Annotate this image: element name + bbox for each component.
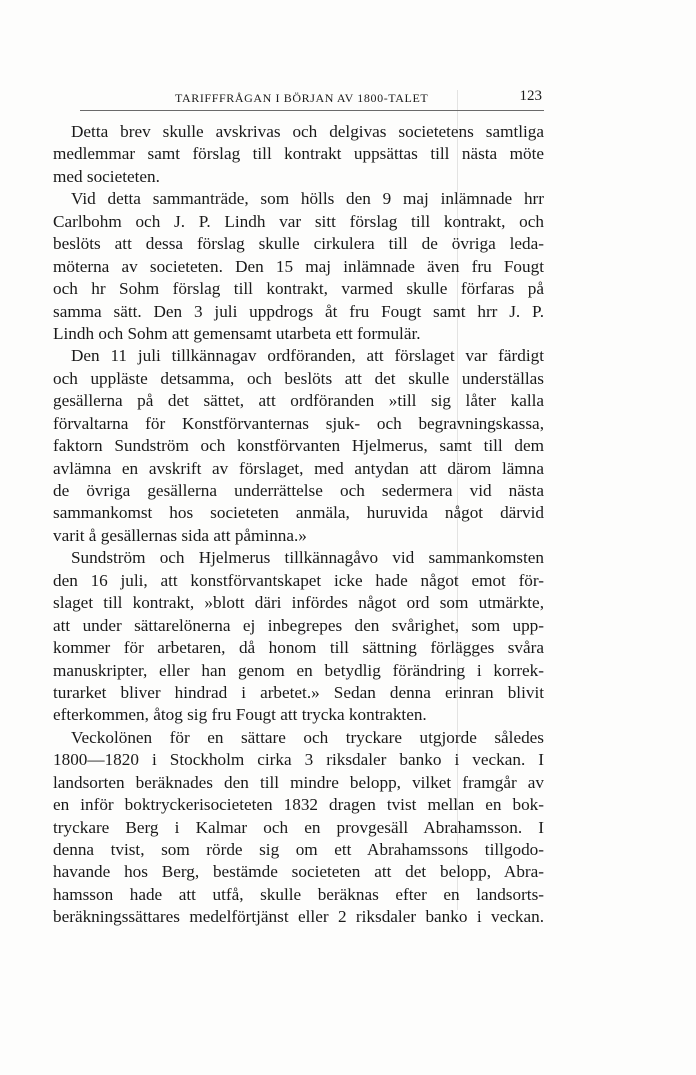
text-line: möterna av societeten. Den 15 maj inlämnade även fru Fougt bbox=[53, 256, 544, 276]
text-line: avlämna en avskrift av förslaget, med antydan att därom lämna bbox=[53, 458, 544, 478]
text-line: hamsson hade att utfå, skulle beräknas efter en landsorts- bbox=[53, 884, 544, 904]
text-line: den 16 juli, att konstförvantskapet icke hade något emot för- bbox=[53, 570, 544, 590]
text-line: beslöts att dessa förslag skulle cirkulera till de övriga leda- bbox=[53, 234, 544, 254]
text-line: 1800—1820 i Stockholm cirka 3 riksdaler banko i veckan. I bbox=[53, 750, 544, 770]
text-line: samma sätt. Den 3 juli uppdrogs åt fru Fougt samt hrr J. P. bbox=[53, 301, 544, 321]
text-line: Carlbohm och J. P. Lindh var sitt förslag till kontrakt, och bbox=[53, 211, 544, 231]
text-line: slaget till kontrakt, »blott däri infördes något ord som utmärkte, bbox=[53, 593, 544, 613]
text-line: denna tvist, som rörde sig om ett Abrahamssons tillgodo- bbox=[53, 840, 544, 859]
text-line: faktorn Sundström och konstförvanten Hjelmerus, samt till dem bbox=[53, 436, 544, 456]
text-line: Vid detta sammanträde, som hölls den 9 maj inlämnade hrr bbox=[71, 189, 544, 209]
text-line: och hr Sohm förslag till kontrakt, varmed skulle förfaras på bbox=[53, 279, 544, 299]
paragraph bbox=[53, 121, 544, 188]
text-line: tryckare Berg i Kalmar och en provgesäll Abrahamsson. I bbox=[53, 817, 544, 837]
text-line: och uppläste detsamma, och beslöts att det skulle underställas bbox=[53, 368, 544, 388]
text-line: en inför boktryckerisocieteten 1832 dragen tvist mellan en bok- bbox=[53, 795, 544, 815]
text-line: Den 11 juli tillkännagav ordföranden, att förslaget var färdigt bbox=[71, 346, 544, 366]
text-line: Detta brev skulle avskrivas och delgivas societetens samtliga bbox=[71, 122, 544, 141]
page-header bbox=[80, 88, 544, 111]
text-line: Sundström och Hjelmerus tillkännagåvo vid sammankomsten bbox=[71, 548, 544, 568]
text-line: turarket bliver hindrad i arbetet.» Sedan denna erinran blivit bbox=[53, 682, 544, 702]
text-line: medlemmar samt förslag till kontrakt uppsättas till nästa möte bbox=[53, 144, 544, 164]
text-line: manuskripter, eller han genom en betydlig förändring i korrek- bbox=[53, 660, 544, 680]
text-line: varit å gesällernas sida att påminna.» bbox=[53, 525, 307, 545]
text-line: sammankomst hos societeten anmäla, huruvida något därvid bbox=[53, 503, 544, 523]
paragraph bbox=[53, 727, 544, 929]
page-number: 123 bbox=[519, 88, 542, 104]
text-line: havande hos Berg, bestämde societeten att det belopp, Abra- bbox=[53, 862, 544, 882]
paragraph bbox=[53, 547, 544, 727]
text-line: Lindh och Sohm att gemensamt utarbeta ett formulär. bbox=[53, 323, 421, 343]
text-line: de övriga gesällerna underrättelse och sedermera vid nästa bbox=[53, 481, 544, 500]
text-line: landsorten beräknades den till mindre belopp, vilket framgår av bbox=[53, 772, 544, 792]
page-body bbox=[53, 121, 544, 929]
text-line: att under sättarelönerna ej inbegrepes den svårighet, som upp- bbox=[53, 615, 544, 635]
text-line: kommer för arbetaren, då honom till sättning förlägges svåra bbox=[53, 638, 544, 658]
text-line: förvaltarna för Konstförvanternas sjuk- och begravningskassa, bbox=[53, 413, 544, 433]
paragraph bbox=[53, 345, 544, 547]
text-line: med societeten. bbox=[53, 166, 160, 186]
paragraph bbox=[53, 188, 544, 345]
text-line: Veckolönen för en sättare och tryckare utgjorde således bbox=[71, 727, 544, 747]
running-title: TARIFFFRÅGAN I BÖRJAN AV 1800-TALET bbox=[175, 91, 429, 105]
text-line: efterkommen, åtog sig fru Fougt att trycka kontrakten. bbox=[53, 705, 427, 725]
text-line: beräkningssättares medelförtjänst eller 2 riksdaler banko i veckan. bbox=[53, 907, 544, 927]
text-line: gesällerna på det sättet, att ordföranden »till sig låter kalla bbox=[53, 391, 544, 411]
